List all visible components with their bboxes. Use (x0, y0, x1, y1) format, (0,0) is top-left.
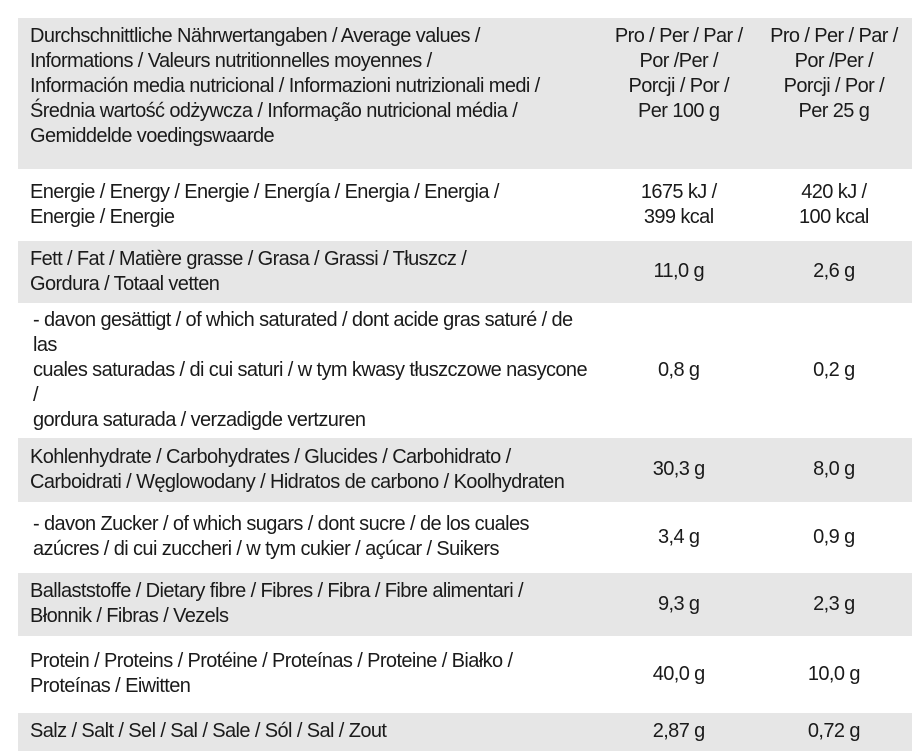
row-label: Fett / Fat / Matière grasse / Grasa / Grassi / Tłuszcz / Gordura / Totaal vetten (18, 238, 602, 305)
nutrition-table (18, 18, 912, 756)
row-value-per-100g: 2,87 g (602, 710, 756, 753)
row-value-per-100g: 30,3 g (602, 435, 756, 504)
row-value-per-25g: 2,6 g (756, 238, 912, 305)
row-value-per-25g: 10,0 g (756, 638, 912, 710)
row-value-per-25g: 420 kJ / 100 kcal (756, 171, 912, 238)
row-label: Energie / Energy / Energie / Energía / Energia / Energia / Energie / Energie (18, 171, 602, 238)
row-value-per-100g: 9,3 g (602, 570, 756, 638)
table-row (18, 238, 912, 305)
row-label: - davon gesättigt / of which saturated / dont acide gras saturé / de las cuales saturadas / di cui saturi / w tym kwasy tłuszczowe nasycone / gordura saturada / verzadigde vertzuren (18, 305, 602, 435)
table-row (18, 171, 912, 238)
row-value-per-25g: 8,0 g (756, 435, 912, 504)
row-value-per-100g: 3,4 g (602, 504, 756, 570)
row-label: Protein / Proteins / Protéine / Proteínas / Proteine / Białko / Proteínas / Eiwitten (18, 638, 602, 710)
header-per-25g: Pro / Per / Par / Por /Per / Porcji / Por / Per 25 g (756, 18, 912, 171)
table-row (18, 504, 912, 570)
row-value-per-25g: 0,72 g (756, 710, 912, 753)
row-label: Ballaststoffe / Dietary fibre / Fibres / Fibra / Fibre alimentari / Błonnik / Fibras / Vezels (18, 570, 602, 638)
row-value-per-100g: 11,0 g (602, 238, 756, 305)
row-label: Salz / Salt / Sel / Sal / Sale / Sól / Sal / Zout (18, 710, 602, 753)
row-label: Kohlenhydrate / Carbohydrates / Glucides / Carbohidrato / Carboidrati / Węglowodany / Hidratos de carbono / Koolhydraten (18, 435, 602, 504)
table-row (18, 710, 912, 753)
table-row (18, 305, 912, 435)
header-per-100g: Pro / Per / Par / Por /Per / Porcji / Por / Per 100 g (602, 18, 756, 171)
table-row (18, 638, 912, 710)
table-header-row (18, 18, 912, 171)
row-value-per-25g: 2,3 g (756, 570, 912, 638)
row-value-per-25g: 0,9 g (756, 504, 912, 570)
table-row (18, 435, 912, 504)
row-label: - davon Zucker / of which sugars / dont sucre / de los cuales azúcres / di cui zuccheri / w tym cukier / açúcar / Suikers (18, 504, 602, 570)
row-value-per-25g: 0,2 g (756, 305, 912, 435)
row-value-per-100g: 40,0 g (602, 638, 756, 710)
row-value-per-100g: 0,8 g (602, 305, 756, 435)
table-row (18, 570, 912, 638)
row-value-per-100g: 1675 kJ / 399 kcal (602, 171, 756, 238)
header-label: Durchschnittliche Nährwertangaben / Average values / Informations / Valeurs nutritionnelles moyennes / Información media nutricional / Informazioni nutrizionali medi / Średnia wartość odżywcza / Informação nutricional média / Gemiddelde voedingswaarde (18, 18, 602, 171)
